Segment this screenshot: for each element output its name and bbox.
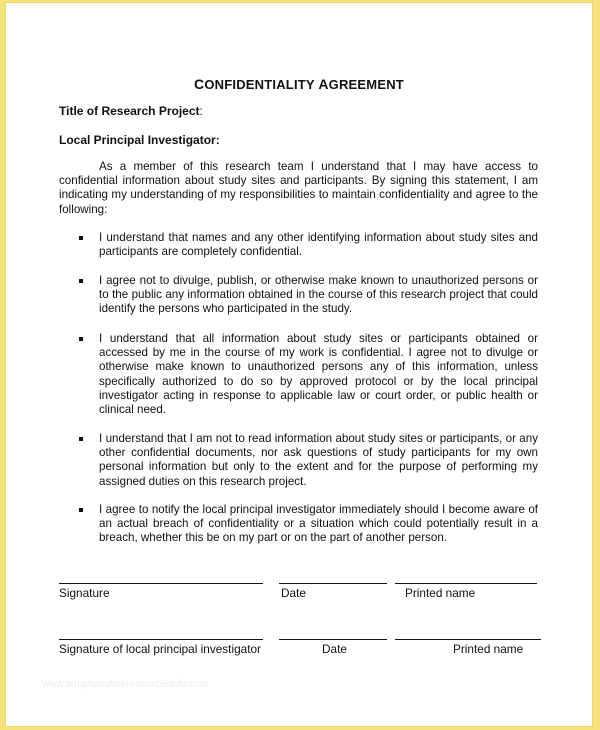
- bullet-icon: [79, 437, 83, 441]
- watermark: www.templatesfreeresourcesinfo.com: [42, 679, 209, 690]
- research-project-label: Title of Research Project: [59, 104, 200, 118]
- bullet-icon: [79, 279, 83, 283]
- document-page: CONFIDENTIALITY AGREEMENT Title of Research Project: Local Principal Investigator: As a member of this research team I understand that I may have access to confidential information about study sites and participants. By signing this statement, I am indicating my understanding of my responsibilities to maintain confidentiality and agree to the following: I understand that names and any other identifying information about study sites and participants are completely confidential. I agree not to divulge, publish, or otherwise make known to unauthorized persons or to the public any information obtained in the course of this research project that could identify the persons who participated in the study. I understand that all information about study sites or participants obtained or accessed by me in the course of my work is confidential. I agree not to divulge or otherwise make known to unauthorized persons any of this information, unless specifically authorized to do so by approved protocol or by the local principal investigator acting in response to applicable law or court order, or public health or clinical need. I understand that I am not to read information about study sites or participants, or any other confidential documents, nor ask questions of study participants for my own personal information but only to the extent and for the purpose of performing my assigned duties on this research project. I agree to notify the local principal investigator immediately should I become aware of an actual breach of confidentiality or a situation which could potentially result in a breach, whether this be on my part or on the part of another person. Signature Date Printed name Signature of local principal investigator Date Printed name www.templatesfreeresourcesinfo.com: [6, 3, 592, 726]
- intro-paragraph: As a member of this research team I understand that I may have access to confidential information about study sites and participants. By signing this statement, I am indicating my understanding of my responsibilities to maintain confidentiality and agree to the following:: [59, 160, 538, 216]
- signature-line[interactable]: [59, 583, 263, 584]
- pi-signature-label: Signature of local principal investigator: [59, 642, 261, 656]
- pi-date-label: Date: [322, 642, 347, 656]
- pi-date-line[interactable]: [279, 639, 387, 640]
- pi-printed-name-line[interactable]: [395, 639, 541, 640]
- printed-name-line[interactable]: [395, 583, 537, 584]
- bullet-icon: [79, 508, 83, 512]
- signature-label: Signature: [59, 586, 110, 600]
- bullet-icon: [79, 236, 83, 240]
- research-project-line: Title of Research Project:: [59, 104, 203, 118]
- date-label: Date: [281, 586, 306, 600]
- principal-investigator-label: Local Principal Investigator:: [59, 133, 220, 147]
- pi-printed-name-label: Printed name: [453, 642, 524, 656]
- pi-signature-line[interactable]: [59, 639, 263, 640]
- bullet-icon: [79, 337, 83, 341]
- printed-name-label: Printed name: [405, 586, 476, 600]
- document-title: CONFIDENTIALITY AGREEMENT: [194, 76, 404, 92]
- date-line[interactable]: [279, 583, 387, 584]
